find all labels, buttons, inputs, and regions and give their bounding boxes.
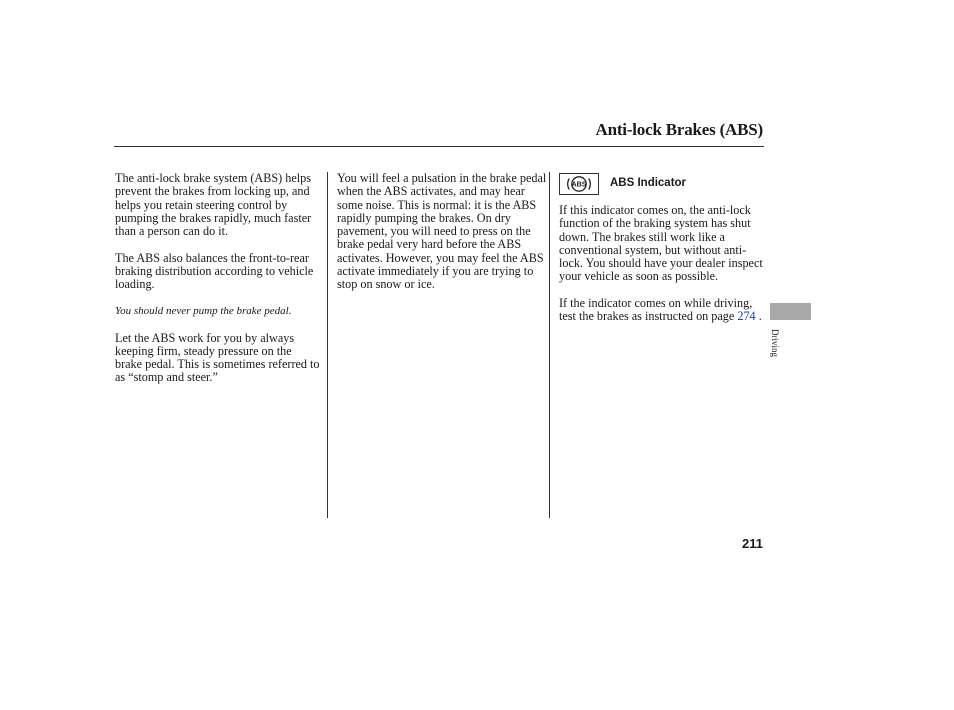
intro-paragraph: The anti-lock brake system (ABS) helps prevent the brakes from locking up, and helps you retain steering control by pumping the brakes rapidly, much faster than a person can do it. [115,171,312,239]
stomp-steer-paragraph: Let the ABS work for you by always keeping firm, steady pressure on the brake pedal. This is sometimes referred to as “stomp and steer.” [115,330,320,385]
abs-indicator-heading-row [559,172,764,196]
abs-indicator-heading: ABS Indicator [610,177,687,190]
test-brakes-paragraph [559,297,764,324]
header-rule [114,146,764,147]
abs-icon-text: ABS [571,181,587,189]
distribution-paragraph: The ABS also balances the front-to-rear braking distribution according to vehicle loading. [115,250,314,292]
section-label: Driving [770,329,780,357]
column-3 [559,172,764,324]
test-brakes-text: If the indicator comes on while driving, test the brakes as instructed on page [559,296,753,324]
page-title: Anti-lock Brakes (ABS) [595,120,763,139]
test-brakes-suffix: . [755,309,762,324]
page-reference-link[interactable]: 274 [737,309,756,324]
column-2 [337,172,547,305]
column-divider-2 [549,172,550,518]
indicator-paragraph: If this indicator comes on, the anti-lock function of the braking system has shut down. The brakes still work like a conventional system, but without anti-lock. You should have your dealer inspect your vehicle as soon as possible. [559,203,763,284]
abs-indicator-icon [559,173,599,195]
italic-warning-note: You should never pump the brake pedal. [115,304,292,317]
column-1 [115,172,320,398]
page-number: 211 [742,536,763,551]
pulsation-paragraph: You will feel a pulsation in the brake pedal when the ABS activates, and may hear some noise. This is normal: it is the ABS rapidly pumping the brakes. On dry pavement, you will need to press on the brake pedal very hard before the ABS activates. However, you may feel the ABS activate immediately if you are trying to stop on snow or ice. [337,171,547,292]
abs-warning-light-icon [562,174,596,194]
section-tab [770,303,811,320]
column-divider-1 [327,172,328,518]
